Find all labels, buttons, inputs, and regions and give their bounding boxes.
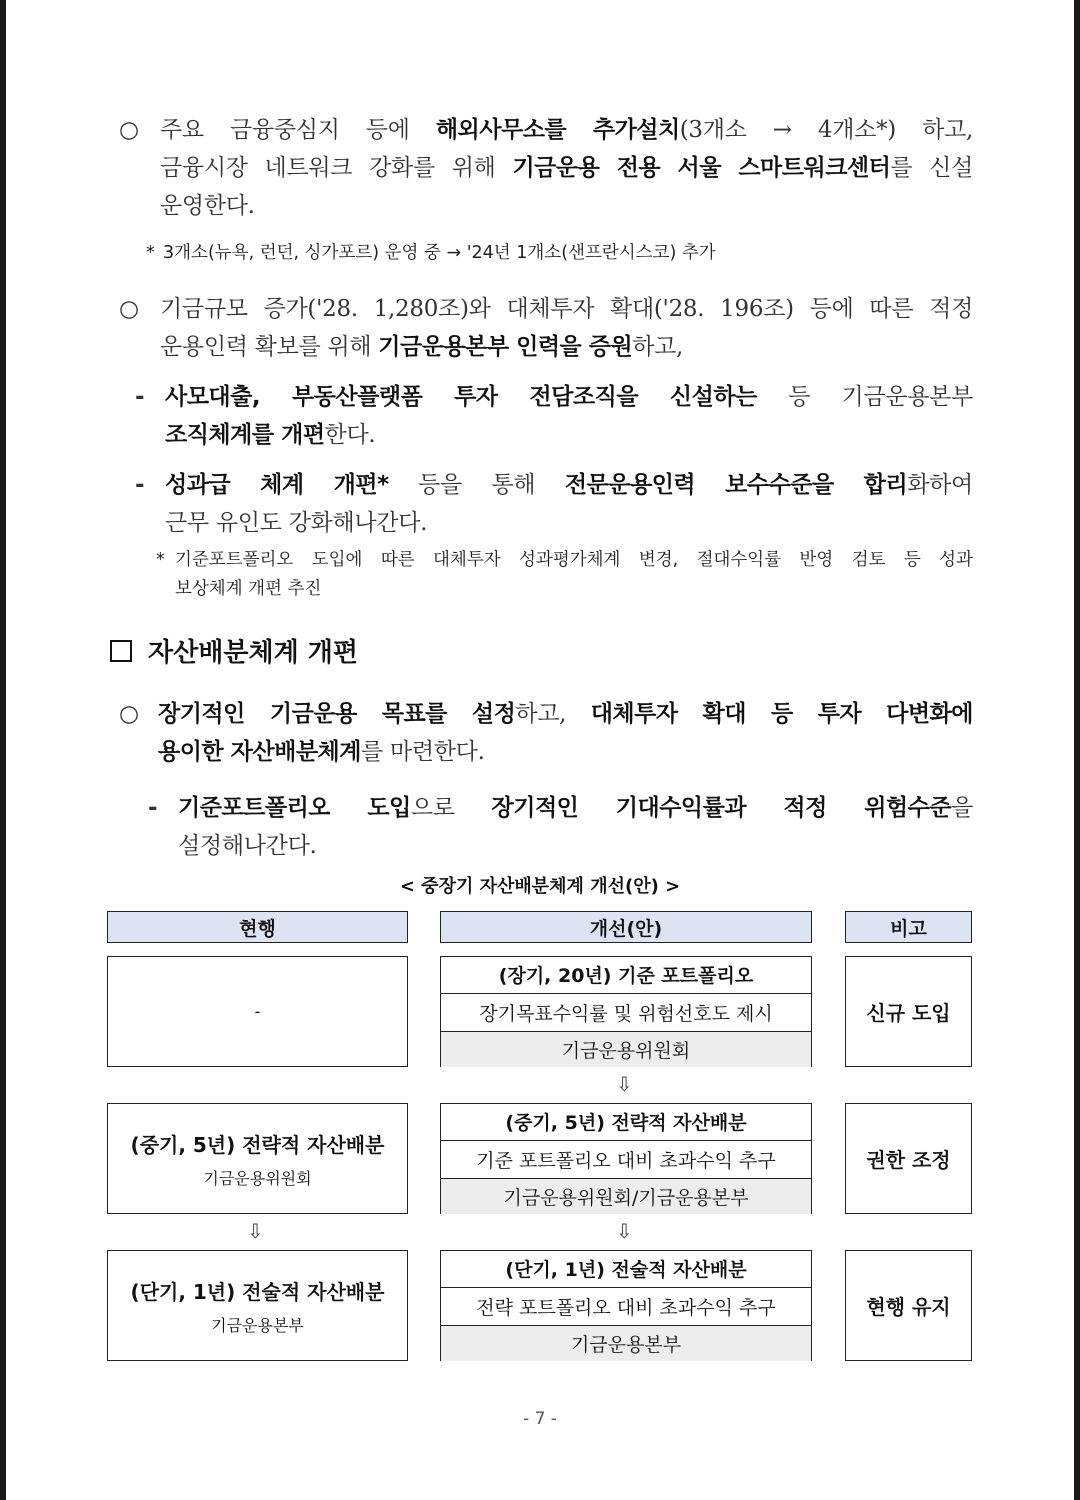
text: 주요 금융중심지 등에 [160,117,436,143]
bold-text: 성과급 체계 개편* [165,472,389,498]
text: 보상체계 개편 추진 [175,579,322,599]
text: 한다. [324,422,376,448]
bold-text: 전문운용인력 보수수준을 합리 [564,472,908,498]
header-current: 현행 [107,911,408,943]
bold-text: 대체투자 확대 등 투자 다변화에 [590,701,974,727]
paragraph-overseas-offices [119,111,974,225]
bullet-org-restructure [135,378,973,454]
improved-title: (장기, 20년) 기준 포트폴리오 [498,964,754,987]
bold-text: 기금운용 전용 서울 스마트워크센터 [512,155,891,181]
dash-bullet-icon: - [135,384,145,410]
asterisk-note-icon: * [146,243,155,263]
paragraph-staff-increase [119,290,973,366]
page-edge-right [1074,0,1080,1500]
improved-description: 전략 포트폴리오 대비 초과수익 추구 [441,1287,811,1325]
page-edge-left [0,0,6,1500]
bold-text: 용이한 자산배분체계 [158,739,361,765]
dash-bullet-icon: - [148,795,158,821]
checkbox-square-icon [110,640,132,662]
text: 으로 [410,795,492,821]
bold-text: 기준포트폴리오 도입 [178,795,411,821]
text-line [165,466,973,504]
page-number: - 7 - [523,1409,557,1429]
current-owner: 기금운용위원회 [203,1168,312,1188]
text: 설정해나간다. [178,833,317,859]
bold-text: 조직체계를 개편 [165,422,325,448]
section-heading [110,632,358,669]
improved-title: (중기, 5년) 전략적 자산배분 [505,1111,747,1134]
text: 등을 통해 [388,472,565,498]
note-cell: 현행 유지 [845,1250,972,1361]
text-line [175,575,973,604]
text: 하고, [515,701,591,727]
circle-bullet-icon: ○ [119,701,139,727]
improved-cell [440,1103,812,1214]
improved-owner: 기금운용본부 [441,1325,811,1361]
current-title: (중기, 5년) 전략적 자산배분 [130,1132,385,1157]
asterisk-note-icon: * [156,550,165,570]
bold-text: 해외사무소를 추가설치 [435,117,680,143]
text-line [175,546,973,575]
current-title: (단기, 1년) 전술적 자산배분 [130,1279,385,1304]
text-line [163,239,823,268]
text-line [165,504,973,542]
text-line [158,695,973,733]
text: (3개소 → 4개소*) 하고, [679,117,973,143]
current-empty: - [254,1002,261,1021]
circle-bullet-icon: ○ [119,117,139,143]
improved-cell [440,1250,812,1361]
text-line [160,187,973,225]
improved-description: 기준 포트폴리오 대비 초과수익 추구 [441,1140,811,1178]
down-arrow-icon: ⇩ [616,1219,633,1243]
header-note: 비고 [845,911,972,943]
header-improved: 개선(안) [440,911,812,943]
text-line [160,328,973,366]
current-owner: 기금운용본부 [211,1315,304,1335]
text-line [160,290,973,328]
text: 기준포트폴리오 도입에 따른 대체투자 성과평가체계 변경, 절대수익률 반영 검토 등 성과 [175,550,973,570]
current-cell [107,1103,408,1214]
text: 를 마련한다. [360,739,485,765]
bold-text: 장기적인 기금운용 목표를 설정 [158,701,516,727]
dash-bullet-icon: - [135,472,145,498]
text: 운영한다. [160,193,255,219]
text: 3개소(뉴욕, 런던, 싱가포르) 운영 중 → '24년 1개소(샌프란시스코) 추가 [163,243,716,263]
text: 근무 유인도 강화해나간다. [165,510,428,536]
text-line [160,149,973,187]
bold-text: 장기적인 기대수익률과 적정 위험수준 [491,795,952,821]
circle-bullet-icon: ○ [119,296,139,322]
bold-text: 기금운용본부 인력을 증원 [378,334,633,360]
text-line [178,827,973,865]
text-line [178,789,973,827]
table-caption: < 중장기 자산배분체계 개선(안) > [399,876,681,897]
bold-text: 사모대출, 부동산플랫폼 투자 전담조직을 신설하는 [165,384,757,410]
note-cell: 권한 조정 [845,1103,972,1214]
down-arrow-icon: ⇩ [247,1219,264,1243]
paragraph-long-term-goals [119,695,974,771]
text: 금융시장 네트워크 강화를 위해 [160,155,513,181]
text-line [165,378,973,416]
text: 등 기금운용본부 [756,384,973,410]
text: 하고, [632,334,684,360]
improved-description: 장기목표수익률 및 위험선호도 제시 [441,993,811,1031]
text: 을 [951,795,973,821]
footnote-compensation [156,546,973,604]
note-cell: 신규 도입 [845,956,972,1067]
improved-owner: 기금운용위원회 [441,1031,811,1067]
text-line [160,111,973,149]
bullet-reference-portfolio [148,789,973,865]
text-line [165,416,973,454]
improved-title: (단기, 1년) 전술적 자산배분 [505,1258,747,1281]
footnote-offices [146,239,823,268]
text-line [158,733,973,771]
text: 운용인력 확보를 위해 [160,334,379,360]
text: 를 신설 [890,155,974,181]
current-cell [107,1250,408,1361]
section-heading-text: 자산배분체계 개편 [148,638,358,668]
bullet-performance-pay [135,466,973,542]
down-arrow-icon: ⇩ [616,1072,633,1096]
current-cell [107,956,408,1067]
text: 기금규모 증가('28. 1,280조)와 대체투자 확대('28. 196조) 등에 따른 적정 [160,296,973,322]
text: 화하여 [907,472,973,498]
improved-cell [440,956,812,1067]
improved-owner: 기금운용위원회/기금운용본부 [441,1178,811,1214]
